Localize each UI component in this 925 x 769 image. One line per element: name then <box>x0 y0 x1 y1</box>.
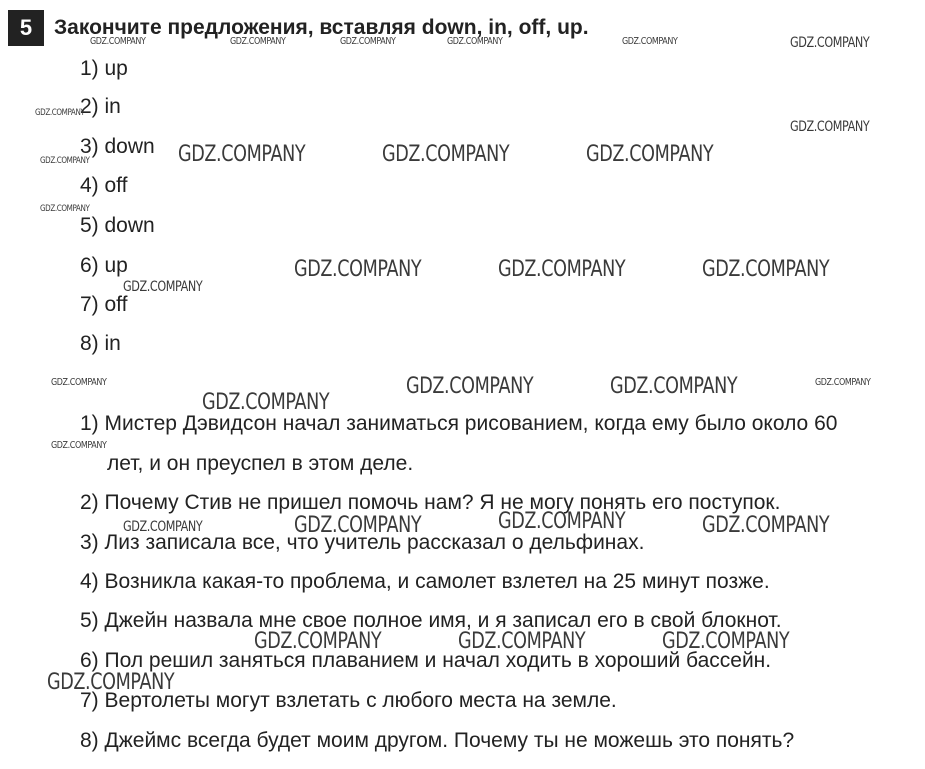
answer-item: 2) in <box>80 95 121 118</box>
watermark: GDZ.COMPANY <box>294 513 422 538</box>
sentence-line: лет, и он преуспел в этом деле. <box>107 452 414 475</box>
watermark: GDZ.COMPANY <box>294 257 422 282</box>
watermark: GDZ.COMPANY <box>586 142 714 167</box>
watermark: GDZ.COMPANY <box>178 142 306 167</box>
watermark: GDZ.COMPANY <box>382 142 510 167</box>
watermark: GDZ.COMPANY <box>406 374 534 399</box>
watermark: GDZ.COMPANY <box>40 204 90 214</box>
answer-item: 8) in <box>80 332 121 355</box>
watermark: GDZ.COMPANY <box>447 36 503 47</box>
sentence-line: 7) Вертолеты могут взлетать с любого места на земле. <box>80 689 617 712</box>
watermark: GDZ.COMPANY <box>498 257 626 282</box>
watermark: GDZ.COMPANY <box>815 377 871 388</box>
answer-item: 7) off <box>80 293 128 316</box>
watermark: GDZ.COMPANY <box>498 509 626 534</box>
watermark: GDZ.COMPANY <box>90 36 146 47</box>
answer-item: 6) up <box>80 254 128 277</box>
watermark: GDZ.COMPANY <box>458 629 586 654</box>
answer-item: 1) up <box>80 57 128 80</box>
sentence-line: 4) Возникла какая-то проблема, и самолет взлетел на 25 минут позже. <box>80 570 770 593</box>
watermark: GDZ.COMPANY <box>340 36 396 47</box>
watermark: GDZ.COMPANY <box>702 257 830 282</box>
answer-item: 4) off <box>80 174 128 197</box>
sentence-line: 2) Почему Стив не пришел помочь нам? Я не могу понять его поступок. <box>80 491 781 514</box>
watermark: GDZ.COMPANY <box>123 519 203 535</box>
watermark: GDZ.COMPANY <box>202 390 330 415</box>
watermark: GDZ.COMPANY <box>123 279 203 295</box>
sentence-line: 5) Джейн назвала мне свое полное имя, и я записал его в свой блокнот. <box>80 609 782 632</box>
answer-item: 5) down <box>80 214 155 237</box>
watermark: GDZ.COMPANY <box>35 108 85 118</box>
watermark: GDZ.COMPANY <box>47 670 175 695</box>
exercise-number-badge: 5 <box>8 10 44 46</box>
watermark: GDZ.COMPANY <box>254 629 382 654</box>
watermark: GDZ.COMPANY <box>790 35 870 51</box>
watermark: GDZ.COMPANY <box>230 36 286 47</box>
exercise-title: Закончите предложения, вставляя down, in, off, up. <box>54 16 589 39</box>
answer-item: 3) down <box>80 135 155 158</box>
watermark: GDZ.COMPANY <box>610 374 738 399</box>
sentence-line: 8) Джеймс всегда будет моим другом. Почему ты не можешь это понять? <box>80 729 795 752</box>
sentence-line: 3) Лиз записала все, что учитель рассказал о дельфинах. <box>80 531 645 554</box>
watermark: GDZ.COMPANY <box>622 36 678 47</box>
sentence-line: 1) Мистер Дэвидсон начал заниматься рисованием, когда ему было около 60 <box>80 412 838 435</box>
watermark: GDZ.COMPANY <box>790 119 870 135</box>
watermark: GDZ.COMPANY <box>40 156 90 166</box>
watermark: GDZ.COMPANY <box>51 377 107 388</box>
watermark: GDZ.COMPANY <box>51 440 107 451</box>
sentence-line: 6) Пол решил заняться плаванием и начал ходить в хороший бассейн. <box>80 649 772 672</box>
watermark: GDZ.COMPANY <box>702 513 830 538</box>
watermark: GDZ.COMPANY <box>662 629 790 654</box>
